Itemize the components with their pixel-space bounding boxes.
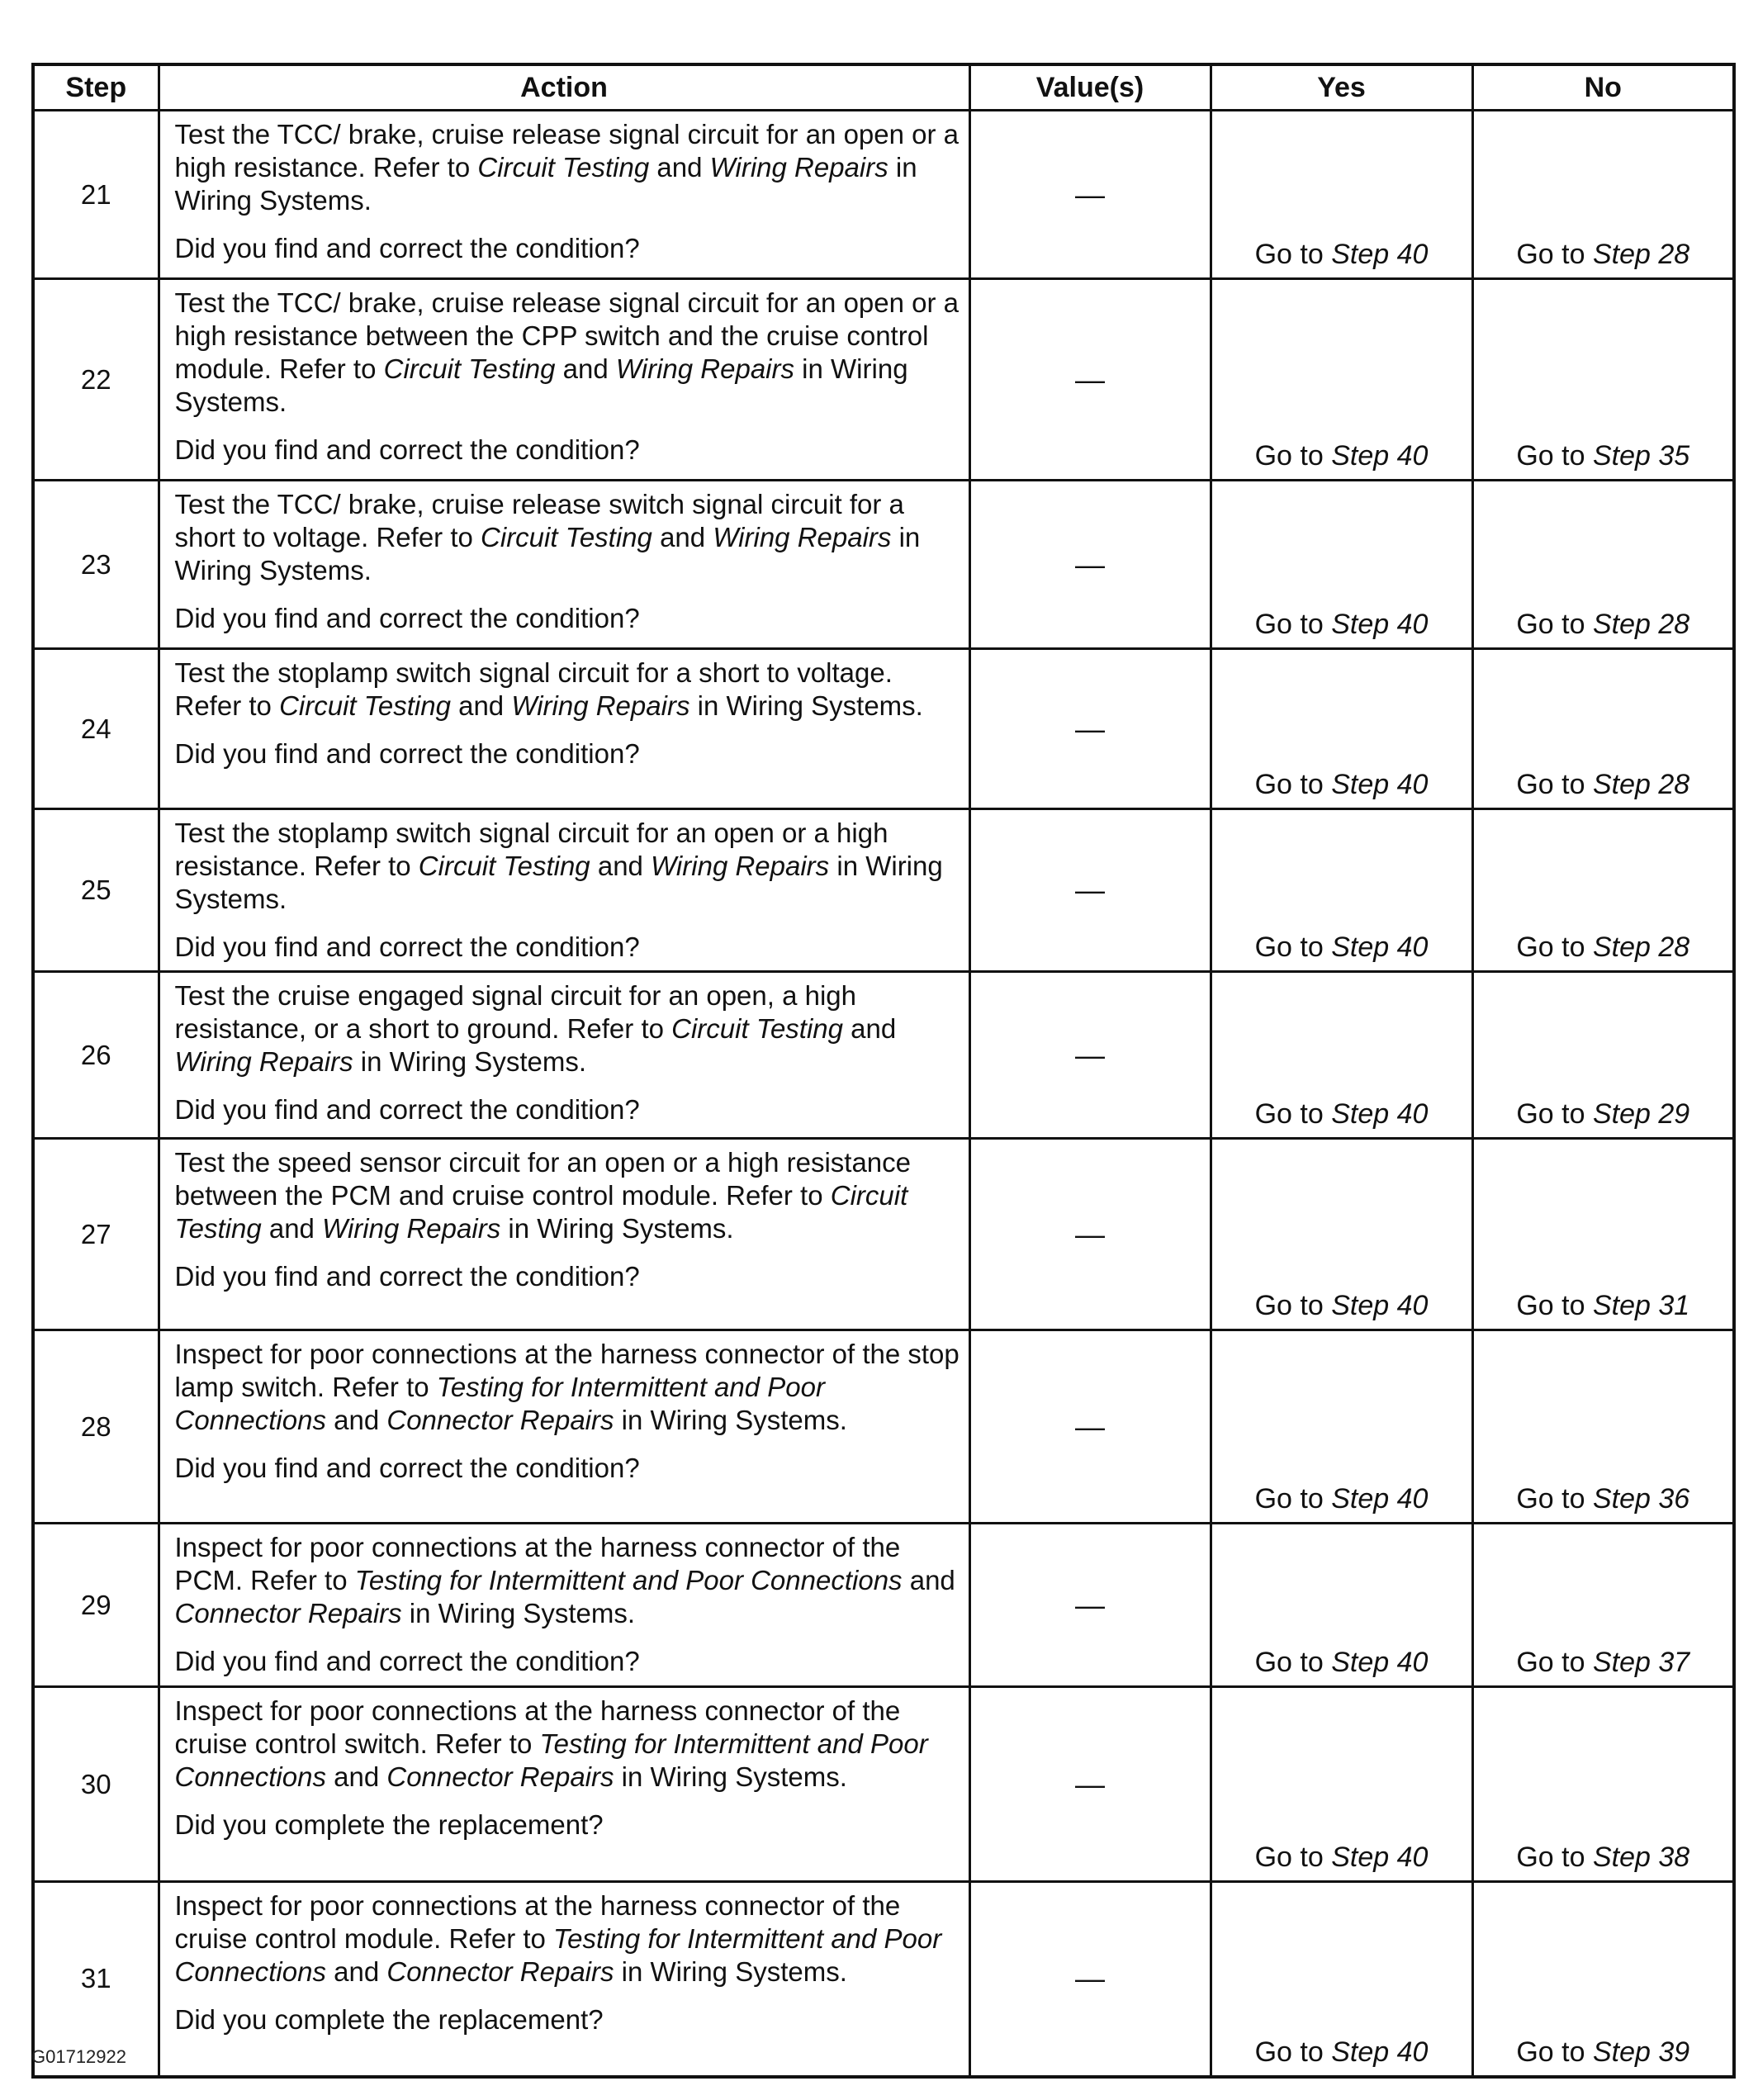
step-number: 30 <box>33 1687 159 1882</box>
action-segment: Inspect for poor connections at the harness connector of the cruise control module. Refer to <box>174 1890 901 1954</box>
action-segment: in Wiring Systems. <box>500 1213 734 1244</box>
action-reference: Connector Repairs <box>386 1956 614 1987</box>
action-segment: and <box>902 1565 955 1595</box>
action-question: Did you find and correct the condition? <box>174 434 640 465</box>
action-segment: Test the cruise engaged signal circuit for an open, a high resistance, or a short to ground. Refer to <box>174 980 857 1044</box>
yes-cell <box>1211 649 1472 809</box>
action-question: Did you complete the replacement? <box>174 1809 604 1840</box>
header-values: Value(s) <box>969 64 1211 111</box>
no-step-link: Step 28 <box>1592 769 1690 800</box>
value-cell: — <box>969 809 1211 972</box>
action-question: Did you find and correct the condition? <box>174 1453 640 1483</box>
action-segment: and <box>555 353 616 384</box>
header-row <box>33 64 1734 111</box>
action-cell <box>159 972 969 1139</box>
action-question: Did you complete the replacement? <box>174 2004 604 2035</box>
table-row <box>33 279 1734 481</box>
no-goto-label: Go to <box>1516 2036 1585 2068</box>
table-row <box>33 1687 1734 1882</box>
no-cell <box>1472 1139 1734 1330</box>
no-cell <box>1472 972 1734 1139</box>
action-cell <box>159 1139 969 1330</box>
action-reference: Testing for Intermittent and Poor Connections <box>174 1923 942 1987</box>
action-reference: Wiring Repairs <box>511 690 690 721</box>
no-step-link: Step 38 <box>1592 1842 1690 1873</box>
action-reference: Testing for Intermittent and Poor Connections <box>174 1372 825 1435</box>
action-segment: Inspect for poor connections at the harness connector of the stop lamp switch. Refer to <box>174 1339 960 1402</box>
action-reference: Wiring Repairs <box>174 1046 353 1077</box>
table-row <box>33 649 1734 809</box>
action-text <box>175 1695 962 1794</box>
table-row <box>33 1330 1734 1524</box>
table-row <box>33 1882 1734 2077</box>
action-text <box>175 287 962 419</box>
action-segment: and <box>325 1956 387 1987</box>
value-cell: — <box>969 1687 1211 1882</box>
action-segment: Test the TCC/ brake, cruise release signal circuit for an open or a high resistance. Refer to <box>174 119 960 183</box>
action-reference: Testing for Intermittent and Poor Connections <box>354 1565 903 1595</box>
yes-cell <box>1211 1524 1472 1687</box>
no-step-link: Step 35 <box>1592 440 1690 472</box>
action-segment: Inspect for poor connections at the harness connector of the cruise control switch. Refer to <box>174 1695 901 1759</box>
action-text <box>175 1889 962 1989</box>
no-cell <box>1472 111 1734 279</box>
yes-cell <box>1211 111 1472 279</box>
action-segment: Test the stoplamp switch signal circuit for an open or a high resistance. Refer to <box>174 818 888 881</box>
no-step-link: Step 28 <box>1592 609 1690 640</box>
no-goto-label: Go to <box>1516 440 1585 472</box>
step-number: 24 <box>33 649 159 809</box>
no-goto-label: Go to <box>1516 609 1585 640</box>
step-number: 23 <box>33 481 159 649</box>
no-step-link: Step 28 <box>1592 931 1690 963</box>
yes-goto-label: Go to <box>1254 1098 1324 1130</box>
no-step-link: Step 36 <box>1592 1483 1690 1515</box>
action-reference: Circuit Testing <box>477 152 650 183</box>
action-text <box>175 657 962 723</box>
yes-goto-label: Go to <box>1254 440 1324 472</box>
action-question: Did you find and correct the condition? <box>174 931 640 962</box>
action-segment: in Wiring Systems. <box>614 1405 847 1435</box>
yes-step-link: Step 40 <box>1331 2036 1429 2068</box>
action-text <box>175 118 962 217</box>
value-cell: — <box>969 481 1211 649</box>
yes-cell <box>1211 279 1472 481</box>
table-row <box>33 1139 1734 1330</box>
yes-cell <box>1211 1139 1472 1330</box>
no-goto-label: Go to <box>1516 1290 1585 1321</box>
no-cell <box>1472 649 1734 809</box>
figure-id: G01712922 <box>31 2046 126 2067</box>
action-text <box>175 817 962 916</box>
yes-goto-label: Go to <box>1254 2036 1324 2068</box>
action-reference: Wiring Repairs <box>615 353 795 384</box>
yes-cell <box>1211 809 1472 972</box>
no-goto-label: Go to <box>1516 1842 1585 1873</box>
action-reference: Circuit Testing <box>671 1013 844 1044</box>
action-cell <box>159 481 969 649</box>
table-row <box>33 972 1734 1139</box>
action-reference: Circuit Testing <box>279 690 451 721</box>
action-cell <box>159 1524 969 1687</box>
no-step-link: Step 37 <box>1592 1647 1690 1678</box>
action-reference: Connector Repairs <box>386 1405 614 1435</box>
no-goto-label: Go to <box>1516 1483 1585 1515</box>
action-reference: Wiring Repairs <box>322 1213 501 1244</box>
action-segment: and <box>325 1761 387 1792</box>
action-cell <box>159 111 969 279</box>
action-segment: in Wiring Systems. <box>353 1046 586 1077</box>
action-segment: in Wiring Systems. <box>689 690 923 721</box>
value-cell: — <box>969 649 1211 809</box>
step-number: 29 <box>33 1524 159 1687</box>
yes-step-link: Step 40 <box>1331 769 1429 800</box>
yes-goto-label: Go to <box>1254 1647 1324 1678</box>
yes-cell <box>1211 1882 1472 2077</box>
yes-step-link: Step 40 <box>1331 1098 1429 1130</box>
action-segment: in Wiring Systems. <box>614 1956 847 1987</box>
action-segment: in Wiring Systems. <box>174 353 908 417</box>
yes-step-link: Step 40 <box>1331 609 1429 640</box>
no-goto-label: Go to <box>1516 1098 1585 1130</box>
action-question: Did you find and correct the condition? <box>174 1646 640 1676</box>
action-segment: in Wiring Systems. <box>401 1598 636 1628</box>
no-step-link: Step 29 <box>1592 1098 1690 1130</box>
action-cell <box>159 1882 969 2077</box>
yes-goto-label: Go to <box>1254 1290 1324 1321</box>
action-segment: Test the speed sensor circuit for an open or a high resistance between the PCM and cruise control module. Refer to <box>174 1147 911 1211</box>
no-step-link: Step 39 <box>1592 2036 1690 2068</box>
action-text <box>175 488 962 587</box>
step-number: 22 <box>33 279 159 481</box>
action-reference: Connector Repairs <box>174 1598 402 1628</box>
action-question: Did you find and correct the condition? <box>174 233 640 263</box>
action-reference: Circuit Testing <box>174 1180 908 1244</box>
action-reference: Circuit Testing <box>383 353 556 384</box>
action-segment: and <box>652 522 713 552</box>
value-cell: — <box>969 279 1211 481</box>
action-cell <box>159 1330 969 1524</box>
action-segment: in Wiring Systems. <box>174 152 917 216</box>
value-cell: — <box>969 1139 1211 1330</box>
no-cell <box>1472 279 1734 481</box>
action-segment: Test the TCC/ brake, cruise release signal circuit for an open or a high resistance between the CPP switch and the cruise control module. Refer to <box>174 287 960 384</box>
action-reference: Wiring Repairs <box>713 522 892 552</box>
yes-goto-label: Go to <box>1254 1483 1324 1515</box>
yes-step-link: Step 40 <box>1331 239 1429 270</box>
yes-cell <box>1211 1687 1472 1882</box>
yes-step-link: Step 40 <box>1331 1290 1429 1321</box>
no-cell <box>1472 481 1734 649</box>
step-number: 27 <box>33 1139 159 1330</box>
step-number: 31 <box>33 1882 159 2077</box>
action-reference: Testing for Intermittent and Poor Connections <box>174 1728 928 1792</box>
step-number: 25 <box>33 809 159 972</box>
action-question: Did you find and correct the condition? <box>174 1261 640 1292</box>
action-segment: Test the TCC/ brake, cruise release switch signal circuit for a short to voltage. Refer to <box>174 489 904 552</box>
yes-goto-label: Go to <box>1254 769 1324 800</box>
action-cell <box>159 279 969 481</box>
yes-step-link: Step 40 <box>1331 1647 1429 1678</box>
action-text <box>175 1338 962 1437</box>
action-question: Did you find and correct the condition? <box>174 738 640 769</box>
no-cell <box>1472 1524 1734 1687</box>
step-number: 21 <box>33 111 159 279</box>
yes-step-link: Step 40 <box>1331 1483 1429 1515</box>
step-number: 26 <box>33 972 159 1139</box>
table-row <box>33 481 1734 649</box>
action-question: Did you find and correct the condition? <box>174 1094 640 1125</box>
no-cell <box>1472 1330 1734 1524</box>
action-segment: in Wiring Systems. <box>174 851 943 914</box>
yes-step-link: Step 40 <box>1331 440 1429 472</box>
action-segment: Test the stoplamp switch signal circuit for a short to voltage. Refer to <box>174 657 893 721</box>
action-text <box>175 979 962 1078</box>
no-goto-label: Go to <box>1516 931 1585 963</box>
table-row <box>33 111 1734 279</box>
action-reference: Wiring Repairs <box>651 851 830 881</box>
value-cell: — <box>969 111 1211 279</box>
yes-cell <box>1211 972 1472 1139</box>
action-segment: and <box>325 1405 387 1435</box>
yes-goto-label: Go to <box>1254 931 1324 963</box>
no-cell <box>1472 809 1734 972</box>
action-reference: Circuit Testing <box>481 522 652 552</box>
no-goto-label: Go to <box>1516 769 1585 800</box>
yes-cell <box>1211 1330 1472 1524</box>
no-goto-label: Go to <box>1516 1647 1585 1678</box>
value-cell: — <box>969 1524 1211 1687</box>
header-action: Action <box>159 64 969 111</box>
yes-cell <box>1211 481 1472 649</box>
table-body <box>33 111 1734 2077</box>
header-step: Step <box>33 64 159 111</box>
value-cell: — <box>969 1882 1211 2077</box>
yes-step-link: Step 40 <box>1331 1842 1429 1873</box>
yes-goto-label: Go to <box>1254 1842 1324 1873</box>
action-segment: and <box>590 851 652 881</box>
action-cell <box>159 1687 969 1882</box>
diagnostic-table <box>31 63 1736 2079</box>
action-text <box>175 1531 962 1630</box>
table-row <box>33 809 1734 972</box>
no-cell <box>1472 1687 1734 1882</box>
header-no: No <box>1472 64 1734 111</box>
no-step-link: Step 31 <box>1592 1290 1690 1321</box>
action-reference: Circuit Testing <box>418 851 590 881</box>
action-cell <box>159 809 969 972</box>
action-segment: and <box>261 1213 323 1244</box>
action-segment: in Wiring Systems. <box>174 522 921 585</box>
action-reference: Wiring Repairs <box>709 152 888 183</box>
no-goto-label: Go to <box>1516 239 1585 270</box>
action-text <box>175 1146 962 1245</box>
yes-goto-label: Go to <box>1254 609 1324 640</box>
header-yes: Yes <box>1211 64 1472 111</box>
no-step-link: Step 28 <box>1592 239 1690 270</box>
action-segment: and <box>450 690 512 721</box>
action-segment: Inspect for poor connections at the harness connector of the PCM. Refer to <box>174 1532 901 1595</box>
action-segment: in Wiring Systems. <box>614 1761 847 1792</box>
action-segment: and <box>649 152 710 183</box>
action-segment: and <box>843 1013 897 1044</box>
no-cell <box>1472 1882 1734 2077</box>
action-reference: Connector Repairs <box>386 1761 614 1792</box>
yes-step-link: Step 40 <box>1331 931 1429 963</box>
value-cell: — <box>969 972 1211 1139</box>
step-number: 28 <box>33 1330 159 1524</box>
yes-goto-label: Go to <box>1254 239 1324 270</box>
action-cell <box>159 649 969 809</box>
action-question: Did you find and correct the condition? <box>174 603 640 633</box>
value-cell: — <box>969 1330 1211 1524</box>
table-row <box>33 1524 1734 1687</box>
